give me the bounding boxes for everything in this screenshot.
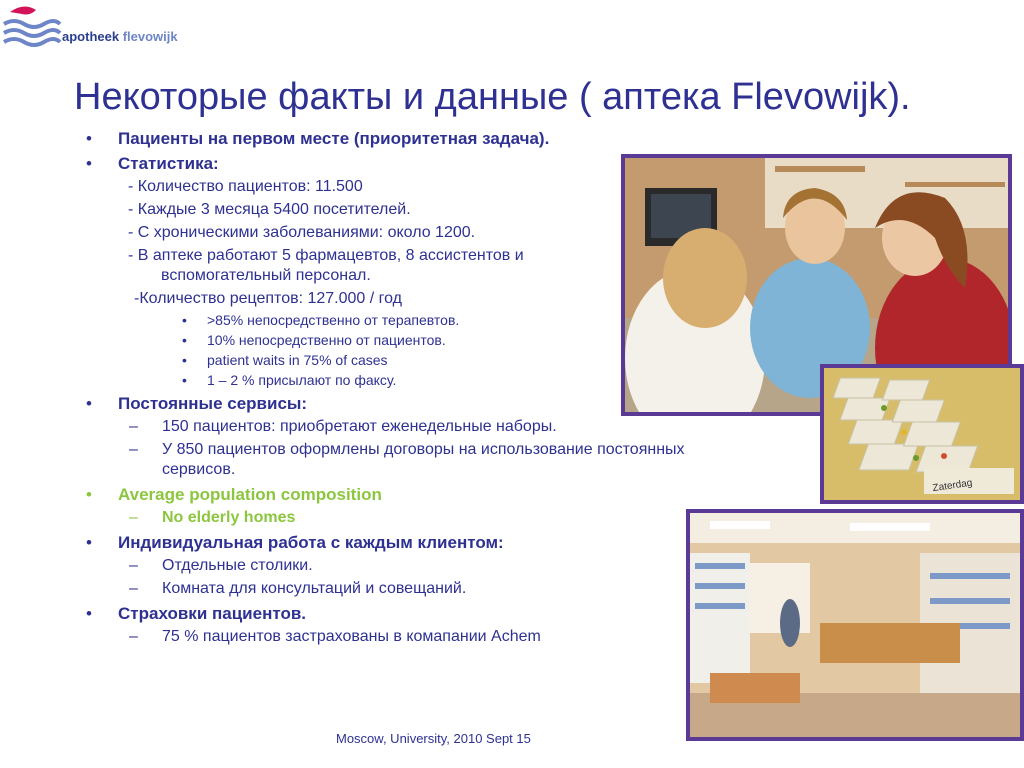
pill-box-label: Zaterdag bbox=[931, 477, 974, 495]
stat-chronic: - С хроническими заболеваниями: около 1200. bbox=[128, 224, 476, 241]
slide-content bbox=[80, 128, 685, 647]
logo-brand-primary: apotheek bbox=[62, 29, 120, 44]
stat-visitors: - Каждые 3 месяца 5400 посетителей. bbox=[128, 201, 411, 218]
stat-patients: - Количество пациентов: 11.500 bbox=[128, 178, 363, 195]
service-weekly-sets: – 150 пациентов: приобретают еженедельные наборы. bbox=[129, 418, 557, 435]
slide-title: Некоторые факты и данные ( аптека Flevowijk). bbox=[74, 76, 911, 118]
logo bbox=[2, 2, 182, 50]
prescription-source-therapists: • >85% непосредственно от терапевтов. bbox=[182, 312, 460, 328]
service-contracts: – У 850 пациентов оформлены договоры на использование постоянных сервисов. bbox=[129, 441, 685, 478]
photo-pill-box bbox=[820, 364, 1024, 504]
stat-prescriptions: -Количество рецептов: 127.000 / год bbox=[134, 290, 403, 307]
bullet-insurance: • Страховки пациентов. bbox=[86, 604, 306, 623]
logo-text bbox=[62, 29, 178, 44]
slide-footer: Moscow, University, 2010 Sept 15 bbox=[336, 731, 531, 746]
logo-waves-icon bbox=[2, 2, 62, 50]
photo-pharmacy-interior bbox=[686, 509, 1024, 741]
individual-tables: – Отдельные столики. bbox=[129, 557, 313, 574]
prescription-fax: • 1 – 2 % присылают по факсу. bbox=[182, 372, 397, 388]
bullet-individual-work: • Индивидуальная работа с каждым клиентом: bbox=[86, 533, 504, 552]
bullet-statistics: • Статистика: bbox=[86, 154, 219, 173]
stat-staff: - В аптеке работают 5 фармацевтов, 8 ассистентов и вспомогательный персонал. bbox=[128, 247, 524, 284]
prescription-source-patients: • 10% непосредственно от пациентов. bbox=[182, 332, 446, 348]
bullet-patients-first: • Пациенты на первом месте (приоритетная задача). bbox=[86, 129, 550, 148]
logo-brand-secondary: flevowijk bbox=[122, 29, 178, 44]
bullet-permanent-services: • Постоянные сервисы: bbox=[86, 394, 308, 413]
insurance-achem: – 75 % пациентов застрахованы в комапании Achem bbox=[129, 628, 541, 645]
population-no-elderly-homes: – No elderly homes bbox=[129, 509, 296, 526]
individual-consult-room: – Комната для консультаций и совещаний. bbox=[129, 580, 467, 597]
prescription-waits: • patient waits in 75% of cases bbox=[182, 352, 388, 368]
bullet-population: • Average population composition bbox=[86, 485, 382, 504]
